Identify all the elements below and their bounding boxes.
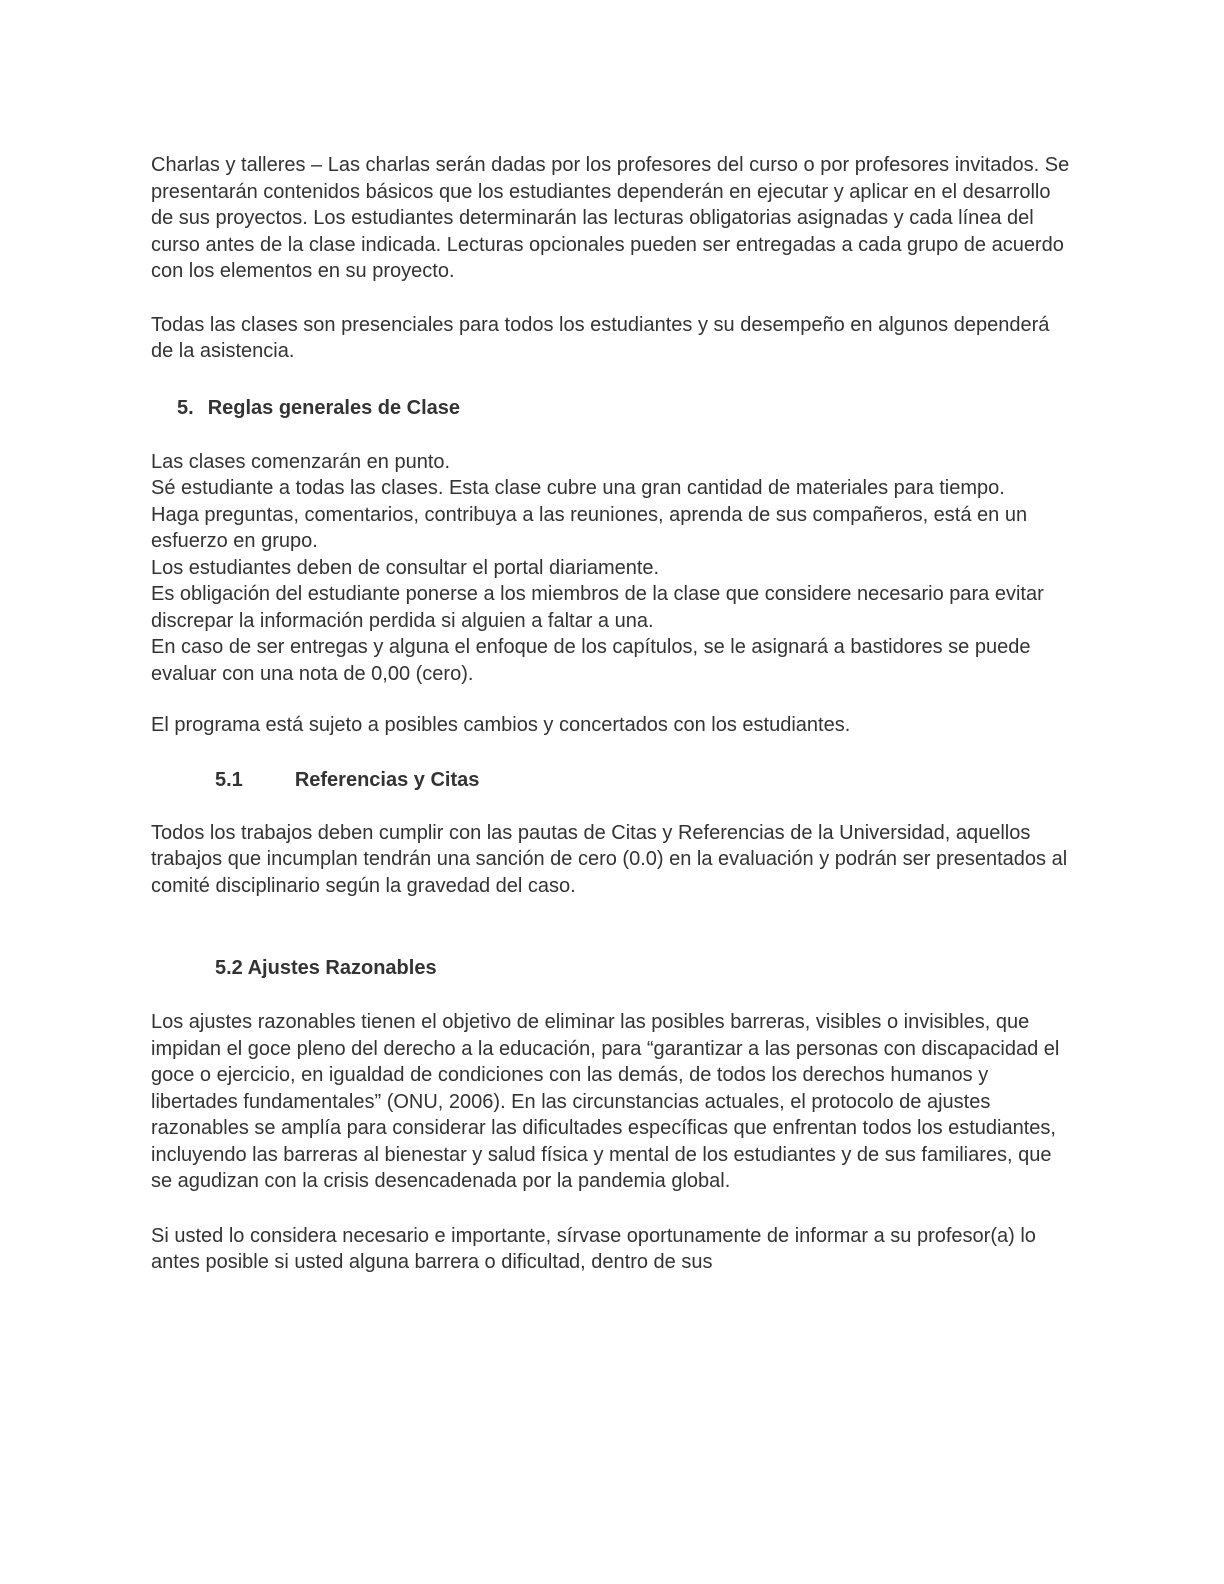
rules-list: [151, 449, 1071, 688]
section-number: 5.1: [215, 768, 243, 791]
paragraph-ajustes: Los ajustes razonables tienen el objetivo de eliminar las posibles barreras, visibles o invisibles, que impidan el goce pleno del derecho a la educación, para “garantizar a las personas con discapacidad el goce o ejercicio, en igualdad de condiciones con las demás, de todos los derechos humanos y libertades fundamentales” (ONU, 2006). En las circunstancias actuales, el protocolo de ajustes razonables se amplía para considerar las dificultades específicas que enfrentan todos los estudiantes, incluyendo las barreras al bienestar y salud física y mental de los estudiantes y de sus familiares, que se agudizan con la crisis desencadenada por la pandemia global.: [151, 1011, 1060, 1192]
section-heading-5-2: [151, 955, 1071, 981]
section-title: 5.2 Ajustes Razonables: [215, 957, 437, 979]
paragraph-asistencia: Todas las clases son presenciales para todos los estudiantes y su desempeño en algunos dependerá de la asistencia.: [151, 313, 1050, 362]
rule-line: Es obligación del estudiante ponerse a los miembros de la clase que considere necesario para evitar discrepar la información perdida si alguien a faltar a una.: [151, 583, 1044, 632]
section-number: 5.: [177, 396, 194, 419]
section-title: Referencias y Citas: [294, 768, 480, 791]
paragraph-programa: El programa está sujeto a posibles cambios y concertados con los estudiantes.: [151, 714, 851, 736]
paragraph-referencias: Todos los trabajos deben cumplir con las pautas de Citas y Referencias de la Universidad, aquellos trabajos que incumplan tendrán una sanción de cero (0.0) en la evaluación y podrán ser presentados al comité disciplinario según la gravedad del caso.: [151, 821, 1068, 897]
section-heading-5: [151, 395, 1071, 421]
rule-line: Haga preguntas, comentarios, contribuya a las reuniones, aprenda de sus compañeros, está en un esfuerzo en grupo.: [151, 503, 1028, 552]
rule-line: Los estudiantes deben de consultar el portal diariamente.: [151, 556, 660, 579]
paragraph-informar: Si usted lo considera necesario e importante, sírvase oportunamente de informar a su profesor(a) lo antes posible si usted alguna barrera o dificultad, dentro de sus: [151, 1224, 1036, 1273]
rule-line: En caso de ser entregas y alguna el enfoque de los capítulos, se le asignará a bastidores se puede evaluar con una nota de 0,00 (cero).: [151, 636, 1031, 685]
document-page: [151, 152, 1071, 1276]
section-title: Reglas generales de Clase: [207, 396, 461, 419]
rule-line: Sé estudiante a todas las clases. Esta clase cubre una gran cantidad de materiales para tiempo.: [151, 477, 1005, 499]
section-heading-5-1: [151, 767, 1071, 793]
rule-line: Las clases comenzarán en punto.: [151, 450, 451, 473]
paragraph-charlas: Charlas y talleres – Las charlas serán dadas por los profesores del curso o por profesores invitados. Se presentarán contenidos básicos que los estudiantes dependerán en ejecutar y aplicar en el desarrollo de sus proyectos. Los estudiantes determinarán las lecturas obligatorias asignadas y cada línea del curso antes de la clase indicada. Lecturas opcionales pueden ser entregadas a cada grupo de acuerdo con los elementos en su proyecto.: [151, 154, 1070, 282]
